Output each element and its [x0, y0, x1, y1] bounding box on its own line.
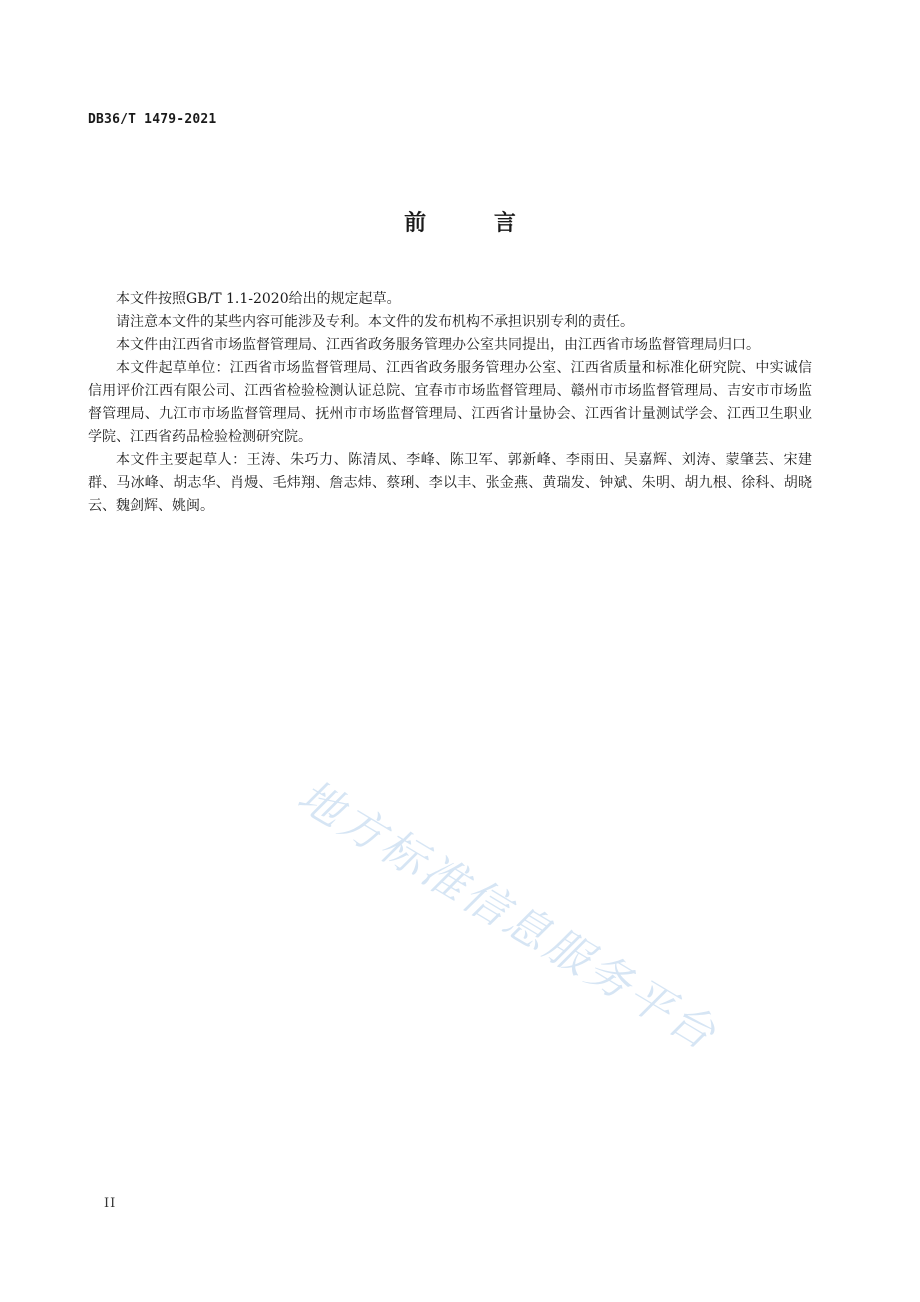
watermark: 地方标准信息服务平台 [288, 770, 727, 1062]
paragraph-patent-notice: 请注意本文件的某些内容可能涉及专利。本文件的发布机构不承担识别专利的责任。 [116, 314, 634, 330]
page-title: 前 言 [404, 211, 546, 236]
foreword-body [88, 288, 812, 518]
page-number: II [104, 1196, 117, 1211]
paragraph-drafting-rules: 本文件按照GB/T 1.1-2020给出的规定起草。 [116, 291, 401, 307]
paragraph-drafting-units: 本文件起草单位：江西省市场监督管理局、江西省政务服务管理办公室、江西省质量和标准化研究院、中实诚信信用评价江西有限公司、江西省检验检测认证总院、宜春市市场监督管理局、赣州市市场监督管理局、吉安市市场监督管理局、九江市市场监督管理局、抚州市市场监督管理局、江西省计量协会、江西省计量测试学会、江西卫生职业学院、江西省药品检验检测研究院。 [88, 360, 812, 445]
paragraph-drafters: 本文件主要起草人：王涛、朱巧力、陈清凤、李峰、陈卫军、郭新峰、李雨田、吴嘉辉、刘涛、蒙肇芸、宋建群、马冰峰、胡志华、肖熳、毛炜翔、詹志炜、蔡琍、李以丰、张金燕、黄瑞发、钟斌、朱明、胡九根、徐科、胡晓云、魏剑辉、姚闽。 [88, 452, 812, 514]
standard-code: DB36/T 1479-2021 [88, 112, 217, 127]
paragraph-proposer: 本文件由江西省市场监督管理局、江西省政务服务管理办公室共同提出，由江西省市场监督管理局归口。 [116, 337, 760, 353]
